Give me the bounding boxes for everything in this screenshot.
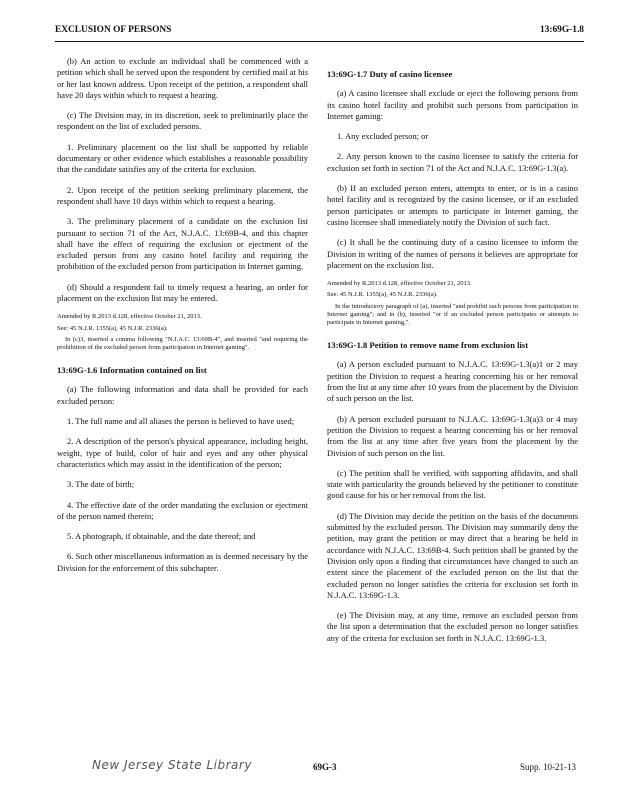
history-note: Amended by R.2013 d.128, effective October 21, 2013. <box>57 313 202 321</box>
library-watermark: New Jersey State Library <box>92 758 252 772</box>
page-number: 69G-3 <box>313 762 337 772</box>
history-note: In the introductory paragraph of (a), inserted "and prohibit such persons from participation in Internet gaming"; and in (b), inserted "or if an excluded person participates or attempts to participate in Internet gaming,". <box>327 302 578 326</box>
paragraph: (a) The following information and data shall be provided for each excluded person: <box>57 384 308 406</box>
paragraph: (e) The Division may, at any time, remove an excluded person from the list upon a determination that the excluded person no longer satisfies any of the criteria for exclusion set forth in N.J.A.C. 13:69G-1.3. <box>327 610 578 643</box>
paragraph: 2. Upon receipt of the petition seeking preliminary placement, the respondent shall have 10 days within which to request a hearing. <box>57 184 308 206</box>
paragraph: 1. Preliminary placement on the list shall be supported by reliable documentary or other evidence which establishes a reasonable possibility that the candidate satisfies any of the criteria for exclusion. <box>57 141 308 175</box>
paragraph: (b) A person excluded pursuant to N.J.A.C. 13:69G-1.3(a)3 or 4 may petition the Division to request a hearing concerning his or her removal from the list at any time after five years from the placement by the Division of such person on the list. <box>327 413 578 458</box>
paragraph: 2. A description of the person's physical appearance, including height, weight, type of build, color of hair and eyes and any other physical characteristics which may assist in the identification of the person; <box>57 436 308 469</box>
paragraph: (c) It shall be the continuing duty of a casino licensee to inform the Division in writing of the names of persons it believes are appropriate for placement on the exclusion list. <box>327 237 578 270</box>
section-heading: 13:69G-1.8 Petition to remove name from exclusion list <box>327 340 529 351</box>
paragraph: 6. Such other miscellaneous information as is deemed necessary by the Division for the enforcement of this subchapter. <box>57 551 308 573</box>
paragraph: 3. The preliminary placement of a candidate on the exclusion list pursuant to section 71 of the Act, N.J.A.C. 13:69B-4, and this chapter shall have the effect of requiring the exclusion or ejectment of the excluded person from any casino hotel facility and requiring the prohibition of the excluded person from participation in Internet gaming. <box>57 216 308 272</box>
left-column <box>57 56 308 583</box>
paragraph: 4. The effective date of the order mandating the exclusion or ejectment of the person named therein; <box>57 499 308 521</box>
header-title: EXCLUSION OF PERSONS <box>55 25 172 35</box>
history-note: In (c)3, inserted a comma following "N.J.A.C. 13:69B-4", and inserted "and requiring the prohibition of the excluded person from participation in Internet gaming". <box>57 335 308 351</box>
paragraph: 1. The full name and all aliases the person is believed to have used; <box>67 416 295 427</box>
history-note: Amended by R.2013 d.128, effective October 21, 2013. <box>327 280 472 288</box>
paragraph: (b) An action to exclude an individual shall be commenced with a petition which shall be served upon the respondent by certified mail at his or her last known address. Upon receipt of the petition, a respondent shall have 20 days within which to request a hearing. <box>57 56 308 100</box>
paragraph: (c) The Division may, in its discretion, seek to preliminarily place the respondent on the list of excluded persons. <box>57 110 308 132</box>
paragraph: (b) If an excluded person enters, attempts to enter, or is in a casino hotel facility and is recognized by the casino licensee, or if an excluded person participates or attempts to participate in Internet gaming, the casino licensee shall immediately notify the Division of such fact. <box>327 183 578 227</box>
paragraph: 3. The date of birth; <box>67 479 135 490</box>
history-note: See: 45 N.J.R. 1355(a), 45 N.J.R. 2336(a). <box>57 324 168 332</box>
section-heading: 13:69G-1.6 Information contained on list <box>57 365 207 376</box>
paragraph: (c) The petition shall be verified, with supporting affidavits, and shall state with particularity the grounds believed by the petitioner to constitute good cause for his or her removal from the list. <box>327 467 578 501</box>
right-column <box>327 56 578 653</box>
paragraph: 5. A photograph, if obtainable, and the date thereof; and <box>67 531 256 542</box>
running-header <box>55 19 584 42</box>
paragraph: (a) A casino licensee shall exclude or eject the following persons from its casino hotel facility and prohibit such persons from participation in Internet gaming: <box>327 88 578 121</box>
section-heading: 13:69G-1.7 Duty of casino licensee <box>327 69 453 79</box>
history-note: See: 45 N.J.R. 1355(a), 45 N.J.R. 2336(a). <box>327 291 438 299</box>
paragraph: (a) A person excluded pursuant to N.J.A.C. 13:69G-1.3(a)1 or 2 may petition the Division to request a hearing concerning his or her removal from the list at any time after 10 years from the placement by the Division of such person on the list. <box>327 359 578 404</box>
paragraph: 2. Any person known to the casino licensee to satisfy the criteria for exclusion set forth in section 71 of the Act and N.J.A.C. 13:69G-1.3(a). <box>327 151 578 173</box>
supplement-date: Supp. 10-21-13 <box>520 762 576 772</box>
paragraph: (d) Should a respondent fail to timely request a hearing, an order for placement on the exclusion list may be entered. <box>57 281 308 304</box>
paragraph: 1. Any excluded person; or <box>337 131 429 142</box>
paragraph: (d) The Division may decide the petition on the basis of the documents submitted by the excluded person. The Division may summarily deny the petition, may grant the petition or may direct that a hearing be held in accordance with N.J.A.C. 13:69B-4. Such petition shall be granted by the Division only upon a finding that circumstances have changed to such an extent since the placement of the excluded person on the list that the excluded person no longer satisfies the criteria for exclusion set forth in N.J.A.C. 13:69G-1.3. <box>327 510 578 600</box>
header-section: 13:69G-1.8 <box>539 25 584 35</box>
